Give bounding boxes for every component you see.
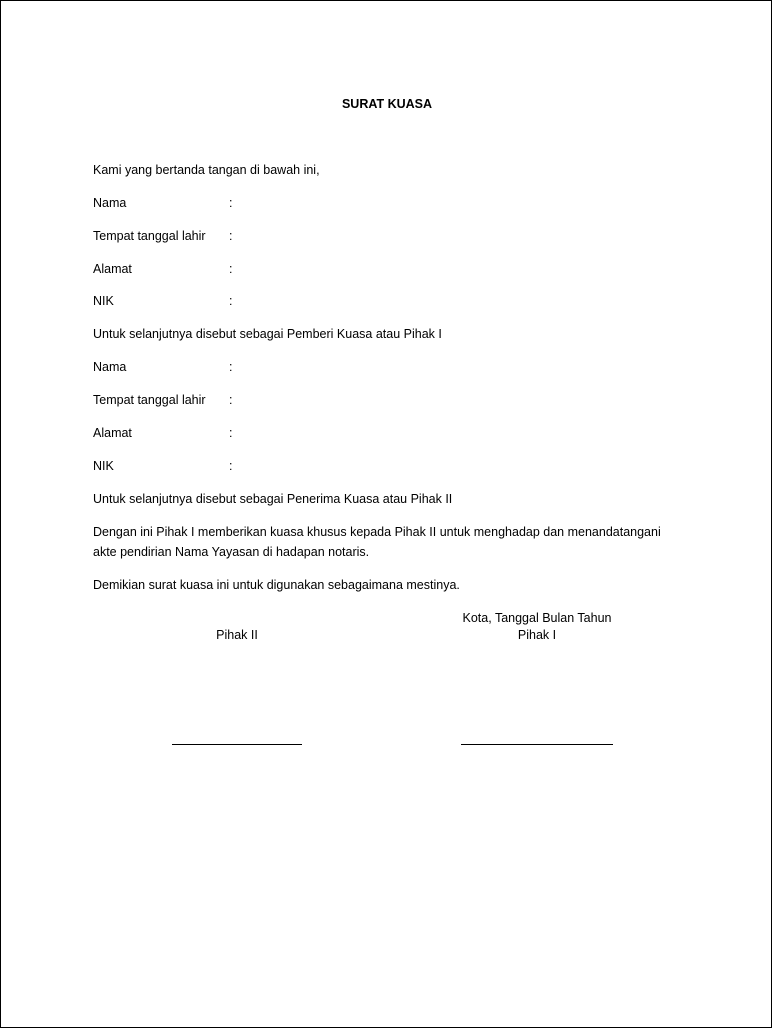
party1-name-label: Nama [93, 196, 127, 210]
body-line2-prefix: akte pendirian [93, 545, 176, 559]
body-line2-suffix: di hadapan notaris. [259, 545, 370, 559]
party2-name-colon: : [229, 360, 233, 374]
party1-name-colon: : [229, 196, 233, 210]
party2-name-label: Nama [93, 360, 127, 374]
party2-birth-label: Tempat tanggal lahir [93, 393, 206, 407]
document-title: SURAT KUASA [341, 97, 433, 111]
party1-nik-colon: : [229, 294, 233, 308]
party2-note [93, 493, 452, 506]
body-line2-emphasis: Nama Yayasan [175, 545, 260, 559]
party2-nik-colon: : [229, 459, 233, 473]
party1-birth-label: Tempat tanggal lahir [93, 229, 206, 243]
body-paragraph-line2 [93, 546, 369, 559]
place-date: Kota, Tanggal Bulan Tahun [462, 611, 612, 625]
signature-left-label: Pihak II [216, 628, 258, 642]
signature-line-right [461, 744, 613, 745]
signature-line-left [172, 744, 302, 745]
party2-note-prefix: Untuk selanjutnya disebut sebagai [93, 492, 287, 506]
party2-address-colon: : [229, 426, 233, 440]
party1-note [93, 328, 442, 341]
party1-address-label: Alamat [93, 262, 132, 276]
party1-note-emphasis: Pemberi Kuasa atau Pihak I [286, 327, 442, 341]
party1-address-colon: : [229, 262, 233, 276]
party2-address-label: Alamat [93, 426, 132, 440]
party1-note-prefix: Untuk selanjutnya disebut sebagai [93, 327, 287, 341]
party1-nik-label: NIK [93, 294, 114, 308]
body-paragraph-line1: Dengan ini Pihak I memberikan kuasa khusus kepada Pihak II untuk menghadap dan menandatangani [93, 525, 661, 539]
party1-birth-colon: : [229, 229, 233, 243]
intro-text: Kami yang bertanda tangan di bawah ini, [93, 163, 320, 177]
closing-text: Demikian surat kuasa ini untuk digunakan sebagaimana mestinya. [93, 578, 460, 592]
party2-birth-colon: : [229, 393, 233, 407]
signature-right-label: Pihak I [517, 628, 557, 642]
party2-note-emphasis: Penerima Kuasa atau Pihak II [286, 492, 453, 506]
party2-nik-label: NIK [93, 459, 114, 473]
